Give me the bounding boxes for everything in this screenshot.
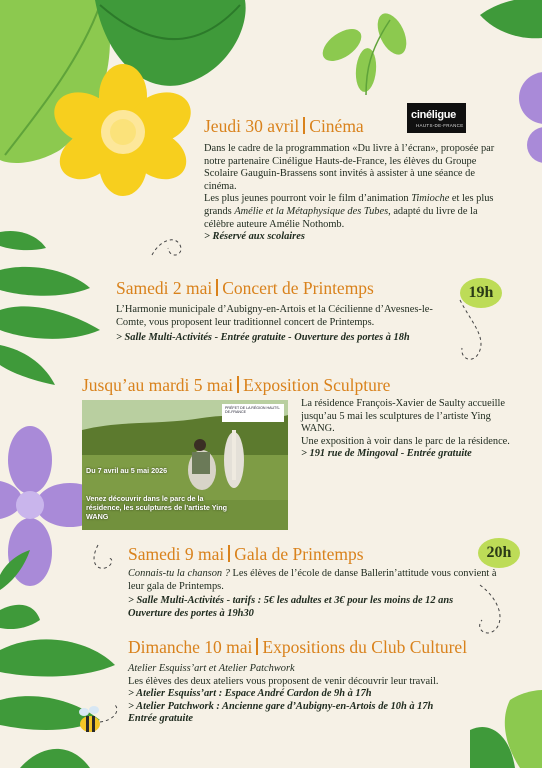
heading-separator	[237, 376, 239, 393]
event-paragraph	[204, 193, 509, 231]
heading-separator	[256, 638, 258, 655]
time-badge: 19h	[460, 278, 502, 308]
event-date: Jusqu’au mardi 5 mai	[82, 375, 234, 395]
event-note: > Salle Multi-Activités - Entrée gratuite - Ouverture des portes à 18h	[116, 332, 410, 344]
event-date: Dimanche 10 mai	[128, 637, 253, 657]
event-description	[301, 398, 513, 461]
event-description	[204, 143, 509, 244]
dashed-path-icon	[152, 240, 181, 255]
ministry-logo: PRÉFET DE LA RÉGION HAUTS-DE-FRANCE	[222, 404, 284, 422]
subtitle-text: Atelier Esquiss’art et Atelier Patchwork	[128, 663, 295, 674]
event-note: Ouverture des portes à 19h30	[128, 607, 254, 619]
logo-subtitle: HAUTS-DE-FRANCE	[416, 123, 464, 128]
event-description	[128, 568, 498, 620]
event-heading	[82, 375, 462, 396]
event-exposition	[82, 375, 462, 396]
event-date: Samedi 9 mai	[128, 544, 225, 564]
event-date: Jeudi 30 avril	[204, 116, 300, 136]
event-paragraph: L’Harmonie municipale d’Aubigny-en-Artois et la Cécilienne d’Avesnes-le-Comte, vous proposent leur traditionnel concert de Printemps.	[116, 304, 433, 328]
heading-separator	[216, 279, 218, 296]
event-concert	[116, 278, 456, 345]
dashed-path-icon	[460, 300, 481, 359]
event-date: Samedi 2 mai	[116, 278, 213, 298]
text-span: , adapté du livre de la célèbre auteure Amélie Nothomb.	[204, 205, 478, 230]
flower-icon	[519, 72, 542, 163]
event-paragraph: Dans le cadre de la programmation «Du livre à l’écran», proposée par notre partenaire Cinéligue Hauts-de-France, les élèves du Groupe Scolaire Gauguin-Brassens sont invités à assister à une séance de cinéma.	[204, 143, 495, 192]
event-heading	[128, 544, 508, 565]
event-note: > Salle Multi-Activités - tarifs : 5€ les adultes et 3€ pour les moins de 12 ans	[128, 595, 454, 607]
event-description	[116, 304, 456, 345]
film-title: Amélie et la Métaphysique des Tubes	[234, 205, 389, 217]
event-title: Gala de Printemps	[234, 544, 364, 564]
photo-caption: Venez découvrir dans le parc de la résidence, les sculptures de l’artiste Ying WANG	[86, 494, 228, 521]
text-span: Les plus jeunes pourront voir le film d’animation	[204, 193, 412, 205]
logo-name: cinéligue	[411, 109, 456, 121]
leaf-icon	[0, 550, 115, 768]
event-heading	[128, 637, 528, 658]
exhibition-photo	[82, 400, 288, 530]
event-title: Concert de Printemps	[222, 278, 374, 298]
heading-separator	[228, 545, 230, 562]
event-cinema	[204, 116, 509, 244]
event-paragraph: La résidence François-Xavier de Saulty accueille jusqu’au 5 mai les sculptures de l’artiste Ying WANG.	[301, 398, 505, 435]
text-span: et les plus grands	[204, 193, 494, 217]
event-description	[128, 663, 508, 726]
event-subtitle	[128, 663, 508, 676]
dashed-path-icon	[94, 545, 112, 568]
event-paragraph	[128, 568, 498, 593]
text-span: Les élèves de l’école de danse Ballerin’attitude vous convient à leur gala de Printemps.	[128, 568, 497, 592]
event-title: Exposition Sculpture	[243, 375, 391, 395]
event-gala	[128, 544, 508, 620]
event-note: > Réservé aux scolaires	[204, 231, 305, 243]
photo-dates: Du 7 avril au 5 mai 2026	[86, 466, 168, 475]
leaf-icon	[0, 231, 100, 385]
time-badge: 20h	[478, 538, 520, 568]
event-paragraph: Les élèves des deux ateliers vous proposent de venir découvrir leur travail.	[128, 675, 439, 687]
event-title: Expositions du Club Culturel	[262, 637, 468, 657]
event-note: > 191 rue de Mingoval - Entrée gratuite	[301, 448, 472, 460]
event-note: > Atelier Patchwork : Ancienne gare d’Aubigny-en-Artois de 10h à 17h	[128, 700, 434, 712]
event-paragraph: Une exposition à voir dans le parc de la résidence.	[301, 435, 510, 447]
event-heading	[204, 116, 509, 137]
leaf-icon	[480, 0, 542, 38]
heading-separator	[303, 117, 305, 134]
leaf-icon	[317, 9, 412, 95]
event-note: > Atelier Esquiss’art : Espace André Cardon de 9h à 17h	[128, 688, 372, 700]
film-title: Timioche	[411, 193, 450, 205]
event-heading	[116, 278, 456, 299]
event-title: Cinéma	[309, 116, 364, 136]
dashed-path-icon	[100, 705, 117, 722]
event-club-culturel	[128, 637, 528, 726]
event-note: Entrée gratuite	[128, 713, 193, 725]
song-title: Connais-tu la chanson ?	[128, 568, 230, 579]
